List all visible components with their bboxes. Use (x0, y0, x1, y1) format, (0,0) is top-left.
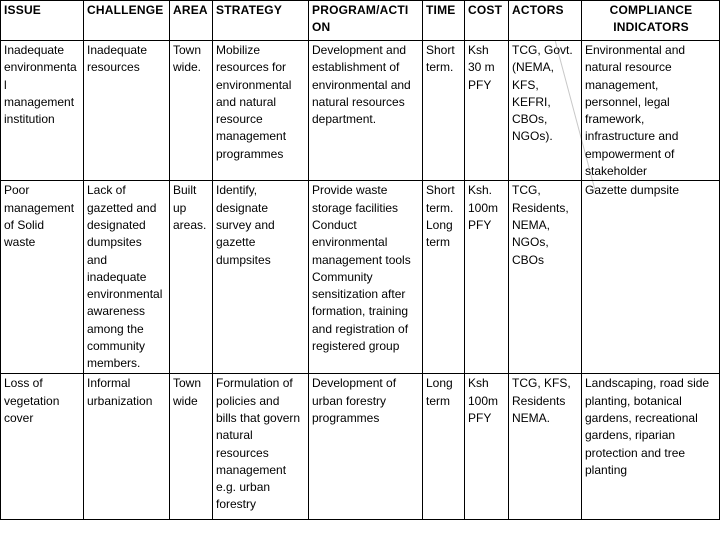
table-row (1, 41, 720, 181)
cell-challenge: Informal urbanization (84, 374, 170, 520)
cell-strategy: Mobilize resources for environmental and natural resource management programmes (213, 41, 309, 181)
cell-compliance: Gazette dumpsite (582, 181, 720, 374)
cell-actors: TCG, Govt. (NEMA, KFS, KEFRI, CBOs, NGOs). (509, 41, 582, 181)
cell-program: Development of urban forestry programmes (309, 374, 423, 520)
table-row (1, 374, 720, 520)
header-challenge: CHALLENGE (84, 1, 170, 41)
header-time: TIME (423, 1, 465, 41)
cell-cost: Ksh. 100m PFY (465, 181, 509, 374)
header-strategy: STRATEGY (213, 1, 309, 41)
cell-time: Short term. (423, 41, 465, 181)
cell-area: Built up areas. (170, 181, 213, 374)
cell-strategy: Identify, designate survey and gazette dumpsites (213, 181, 309, 374)
cell-cost: Ksh 30 m PFY (465, 41, 509, 181)
cell-challenge: Inadequate resources (84, 41, 170, 181)
header-actors: ACTORS (509, 1, 582, 41)
header-issue: ISSUE (1, 1, 84, 41)
cell-issue: Loss of vegetation cover (1, 374, 84, 520)
cell-program: Development and establishment of environmental and natural resources department. (309, 41, 423, 181)
cell-program: Provide waste storage facilities Conduct environmental management tools Community sensitization after formation, training and registration of registered group (309, 181, 423, 374)
cell-cost: Ksh 100m PFY (465, 374, 509, 520)
cell-area: Town wide (170, 374, 213, 520)
header-area: AREA (170, 1, 213, 41)
header-row (1, 1, 720, 41)
header-cost: COST (465, 1, 509, 41)
table-row (1, 181, 720, 374)
header-program: PROGRAM/ACTI ON (309, 1, 423, 41)
cell-challenge: Lack of gazetted and designated dumpsites and inadequate environmental awareness among the community members. (84, 181, 170, 374)
cell-actors: TCG, KFS, Residents NEMA. (509, 374, 582, 520)
cell-issue: Inadequate environmenta l management institution (1, 41, 84, 181)
cell-area: Town wide. (170, 41, 213, 181)
cell-time: Short term. Long term (423, 181, 465, 374)
cell-actors: TCG, Residents, NEMA, NGOs, CBOs (509, 181, 582, 374)
cell-compliance: Environmental and natural resource management, personnel, legal framework, infrastructure and empowerment of stakeholder (582, 41, 720, 181)
cell-strategy: Formulation of policies and bills that govern natural resources management e.g. urban forestry (213, 374, 309, 520)
cell-issue: Poor management of Solid waste (1, 181, 84, 374)
cell-compliance: Landscaping, road side planting, botanical gardens, recreational gardens, riparian protection and tree planting (582, 374, 720, 520)
header-compliance: COMPLIANCE INDICATORS (582, 1, 720, 41)
cell-time: Long term (423, 374, 465, 520)
